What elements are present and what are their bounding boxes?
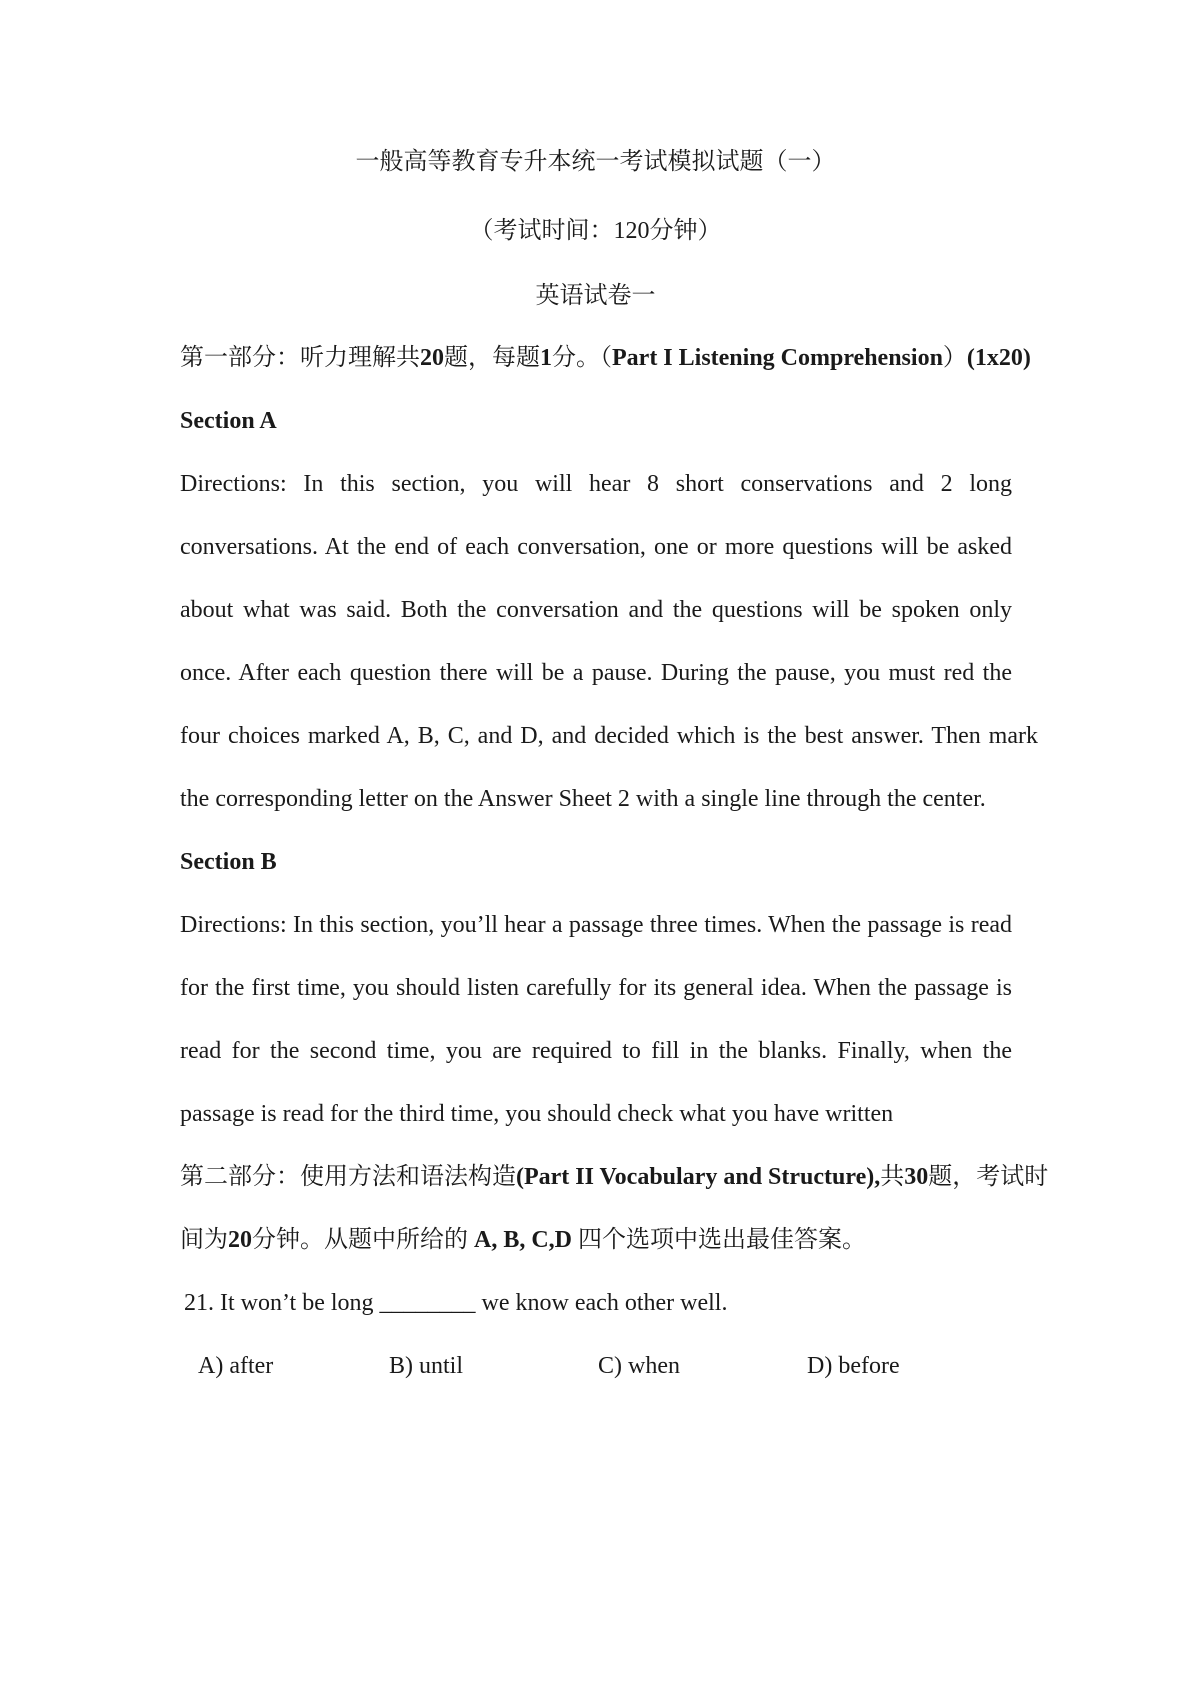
section-a-line: about what was said. Both the conversation and the questions will be spoken only [180,597,1012,623]
part1-points-each: 1 [540,345,552,371]
question-21-option-b: B) until [389,1353,464,1379]
section-b-line: Directions: In this section, you’ll hear a passage three times. When the passage is read [180,912,1012,938]
paper-name: 英语试卷一 [535,283,656,309]
part1-heading-en: Part I Listening Comprehension [612,345,943,371]
section-a-line: four choices marked A, B, C, and D, and decided which is the best answer. Then mark [180,723,1038,749]
exam-title: 一般高等教育专升本统一考试模拟试题（一） [355,149,836,175]
section-a-line: once. After each question there will be a pause. During the pause, you must red the [180,660,1012,686]
section-a-line: the corresponding letter on the Answer Sheet 2 with a single line through the center. [180,786,986,812]
part2-heading-cn: 共 [880,1164,905,1190]
question-21-stem: 21. It won’t be long ________ we know each other well. [184,1290,728,1316]
part2-instructions-cn: 四个选项中选出最佳答案。 [572,1227,867,1253]
section-b-line: for the first time, you should listen carefully for its general idea. When the passage is [180,975,1012,1001]
part2-heading-en: (Part II Vocabulary and Structure), [516,1164,881,1190]
part1-heading [180,343,1040,373]
section-a-line: conversations. At the end of each conversation, one or more questions will be asked [180,534,1012,560]
part2-option-letters: A, B, C,D [474,1227,573,1253]
part1-heading-cn: 分。（ [552,345,612,371]
part1-heading-cn: 题，每题 [444,345,540,371]
question-21-option-c: C) when [598,1353,680,1379]
section-b-line: passage is read for the third time, you should check what you have written [180,1101,894,1127]
part2-instructions-cn: 分钟。从题中所给的 [252,1227,474,1253]
part2-heading-cn: 第二部分：使用方法和语法构造 [180,1164,516,1190]
part2-heading [180,1162,1049,1192]
part2-instructions-cn: 间为 [180,1227,228,1253]
part1-heading-cn: 第一部分：听力理解共 [180,345,420,371]
section-a-title: Section A [180,408,277,434]
part2-instructions [180,1225,1040,1255]
exam-time: （考试时间：120分钟） [469,218,722,244]
part1-score: (1x20) [966,345,1031,371]
question-21-option-a: A) after [198,1353,274,1379]
question-21-option-d: D) before [807,1353,900,1379]
part2-time-minutes: 20 [228,1227,252,1253]
part1-question-count: 20 [420,345,444,371]
section-b-title: Section B [180,849,277,875]
section-a-line: Directions: In this section, you will hear 8 short conservations and 2 long [180,471,1012,497]
part2-question-count: 30 [904,1164,929,1190]
part2-heading-cn: 题，考试时 [928,1164,1049,1190]
part1-heading-close: ） [942,345,967,371]
section-b-line: read for the second time, you are required to fill in the blanks. Finally, when the [180,1038,1012,1064]
